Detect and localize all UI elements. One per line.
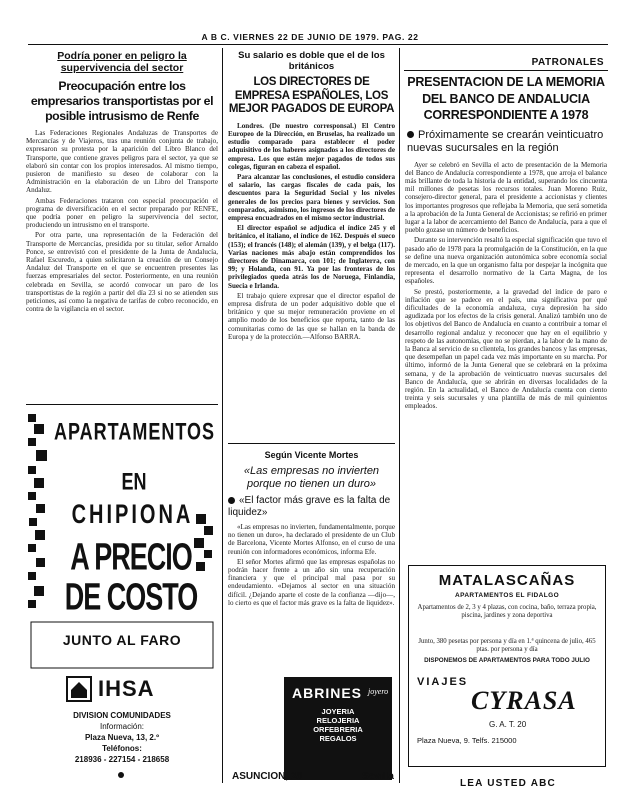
service-line: REGALOS [319,734,357,743]
ad-text: DISPONEMOS DE APARTAMENTOS PARA TODO JULIO [424,657,590,664]
dot-icon [118,772,124,778]
service-line: ORFEBRERIA [313,725,363,734]
ad-line: APARTAMENTOS [54,418,216,445]
article-transport [26,50,218,395]
ad-matalascanas [408,565,606,767]
brand-sub: joyero [368,687,389,696]
article-mortes [228,450,395,632]
ad-line: JUNTO AL FARO [62,632,182,648]
subhead: Según Vicente Mortes [264,450,359,460]
ad-info-line: Teléfonos: [102,744,142,753]
ad-line: EN [121,468,147,495]
ad-text: Apartamentos de 2, 3 y 4 plazas, con cocina, baño, terraza propia, piscina, jardines y zona deportiva [417,604,597,619]
paragraph: El señor Mortes afirmó que las empresas españolas no podrán hacer frente a un año sin una recuperación financiera y que el principal mal pasa por su endeudamiento. «Dejamos al sector en una situación difícil. ¿Dejando aparte el coste de la confianza —dijo—, lo cierto es que el factor más grave es la falta de liquidez». [228,557,395,607]
ad-text: Junto, 380 pesetas por persona y día en 1.ª quincena de julio, 465 ptas. por persona y día [418,638,596,653]
paragraph: «Las empresas no invierten, fundamentalmente, porque no tienen un duro», ha declarado el presidente de un Club de Barcelona, Vicente Mortes Alfonso, en el curso de una reunión con informadores económicos, informa Efe. [228,523,395,556]
viajes-label: VIAJES [417,676,469,688]
column-rule-right [399,48,400,783]
paragraph: Se prestó, posteriormente, a la gravedad del índice de paro e inflación que se padece en el país, una significativa por qué dificultades de la economía andaluza, cuya depresión ha sido agudizada por los efectos de la crisis general. Analizó también uno de los objetivos del Banco de Andalucía en cuanto a contribuir a tomar el desarrollo regional andaluz y reconocer que hay en el equilibrio y respeto de las autonomías, que no se pierdan, a la labor de la mano de la Banca al servicio de su clientela, los grandes bancos y las empresas, que desempeñan un papel cada vez más importante en su marcha. Por último, informó de la Junta General que se celebrará en la próxima semana, y de la aprobación de veinticuatro nuevas sucursales del Banco de Andalucía, que se abrirán en diversas localidades de la región. En la actualidad, el Banco de Andalucía cuenta con ciento treinta y seis sucursales y una plantilla de más de mil quinientos empleados. [405,287,607,411]
headline: PRESENTACION DE LA MEMORIA DEL BANCO DE ANDALUCIA CORRESPONDIENTE A 1978 [407,75,605,122]
headline: Preocupación entre los empresarios transportistas por el posible intrusismo de Renfe [30,79,214,123]
paragraph: El director español se adjudica el índice 245 y el británico, el italiano, el índice de 162. Después el sueco (153); el francés (148); el alemán (139), y el belga (117). Varias naciones más abajo están comprendidos los directores de Dinamarca, con 101; de Inglaterra, con 99; y Holanda, con 91. Ya por las fronteras de los privilegiados queda atrás los de Noruega, Finlandia, Suecia e Irlanda. [228,224,395,290]
ad-info [31,710,213,765]
paragraph: Para alcanzar las conclusiones, el estudio considera el salario, las cargas fiscales de cada país, los descuentos para la Seguridad Social y los niveles generales de los precios para bienes y servicios. Son comparados, asimismo, los ingresos de los directores de empresa encuadrados en el mismo sector industrial. [228,173,395,223]
ad-info-line: 218936 - 227154 - 218658 [74,755,170,764]
ad-line: CHIPIONA [71,500,194,530]
ad-sub: APARTAMENTOS EL FIDALGO [454,592,560,599]
ad-address: Plaza Nueva, 9. Telfs. 215000 [417,736,517,745]
ad-info-line: DIVISION COMUNIDADES [73,711,171,720]
cyrasa-logo: CYRASA [471,686,577,715]
paragraph: Ayer se celebró en Sevilla el acto de presentación de la Memoria del Banco de Andalucía correspondiente a 1978, que arroja el balance más brillante de toda la historia de la entidad, superando los cincuenta mil millones de pesetas los recursos totales. Juan Moreno Ruiz, consejero-director general, para el presidente a accionistas y clientes los importantes progresos que reflejaba la Memoria, que será sometida a la aprobación de la Junta General de Accionistas; se refirió en primer lugar a la labor de acercamiento del Banco de Andalucía, para a que el pueblo gozase un número de beneficios. [405,160,607,235]
kicker: Podría poner en peligro la supervivencia del sector [57,50,187,74]
page-header: A B C. VIERNES 22 DE JUNIO DE 1979. PAG. 22 [201,32,419,42]
separator [228,443,395,444]
kicker: Su salario es doble que el de los británicos [238,50,385,72]
footer-slogan: LEA USTED ABC [460,778,556,789]
paragraph: El trabajo quiere expresar que el director español de empresa disfruta de un poder adquisitivo doble que el británico y que su mejor remuneración proviene en el amplio modo de los beneficios que reporta, tanto de las comunitarias como de las que se hallan en la banda de Europa y de la protección.—Alfonso BARRA. [228,291,395,341]
services [284,707,392,743]
headline: LOS DIRECTORES DE EMPRESA ESPAÑOLES, LOS MEJOR PAGADOS DE EUROPA [228,76,395,116]
service-line: RELOJERIA [316,716,360,725]
brand: ABRINES [292,685,363,701]
bullet-icon [407,131,414,138]
ad-line: A PRECIO [70,536,192,578]
article-directores [228,50,395,440]
bullet-text: «El factor más grave es la falta de liquidez» [228,495,391,518]
column-rule-left [222,48,223,783]
paragraph: Por otra parte, una representación de la Federación del Transporte de Mercancías, presidida por su titular, señor Arnaldo Ponce, se entrevistó con el presidente de la Junta de Andalucía, Rafael Escuredo, a quien solicitaron la creación de un Consejo Andaluz del Transporte en el que se encuentren presentes las fuerzas empresariales del sector. Posteriormente, en una reunión celebrada en Sevilla, se acordó convocar un paro de los transportistas de la región a partir del día 23 si no se atienden sus peticiones, así como la negativa de tarifas de cobro reconocido, en contra de la vigilancia en el sector. [26,231,218,314]
paragraph: Durante su intervención resaltó la especial significación que tuvo el pasado año de 1978 para la promulgación de la Constitución, en la que se define una nueva organización autonómica sobre economía social de mercado, en la que un organismo falta por despejar la incógnita que representa el desarrollo normativo de la Carta Magna, de los españoles. [405,236,607,286]
section-rule [404,70,608,71]
ad-title: MATALASCAÑAS [438,572,576,589]
house-icon [66,676,92,702]
ihsa-logo [66,676,186,702]
ad-apartamentos-chipiona [26,410,218,786]
section-label: PATRONALES [531,57,604,68]
bullet-icon [228,497,235,504]
abrines-address: ASUNCION, 28 [232,771,303,782]
service-line: JOYERIA [321,707,355,716]
ad-line: DE COSTO [64,576,198,618]
abrines-city: Sevilla [362,771,394,782]
bullet-line [405,129,607,155]
paragraph: Londres. (De nuestro corresponsal.) El Centro Europeo de la Dirección, en Bruselas, ha realizado un estudio comparado para establecer el poder adquisitivo de los haberes asignados a los directores de empresa. Los que están mejor pagados de todos sus colegas, figuran en cabeza el español. [228,121,395,171]
gat-code: G. A. T. 20 [489,720,527,729]
bullet-line [228,495,395,519]
headline: «Las empresas no invierten porque no tienen un duro» [243,465,380,490]
ad-info-line: Información: [99,722,145,731]
paragraph: Las Federaciones Regionales Andaluzas de Transportes de Mercancías y de Viajeros, tras una reunión conjunta de trabajo, expresaron su protesta por la aparición del Libro Blanco del Transporte, que contiene graves peligros para el sector, ya que se elaboró sin contar con los propios interesados. Al mismo tiempo, pusieron de manifiesto su deseo de colaborar con la Administración en la elaboración de un Libro del Transporte Andaluz. [26,129,218,195]
ad-abrines [284,677,392,780]
ihsa-name: IHSA [98,676,155,701]
header-rule [28,44,608,45]
ad-info-line: Plaza Nueva, 13, 2.º [84,733,160,742]
separator [26,404,218,405]
bullet-text: Próximamente se crearán veinticuatro nuevas sucursales en la región [407,128,604,154]
paragraph: Ambas Federaciones trataron con especial preocupación el programa de diversificación en el sector preparado por RENFE, que podría poner en peligro la supervivencia del sector, produciendo un intrusismo en el transporte. [26,196,218,230]
article-banco [405,74,607,562]
